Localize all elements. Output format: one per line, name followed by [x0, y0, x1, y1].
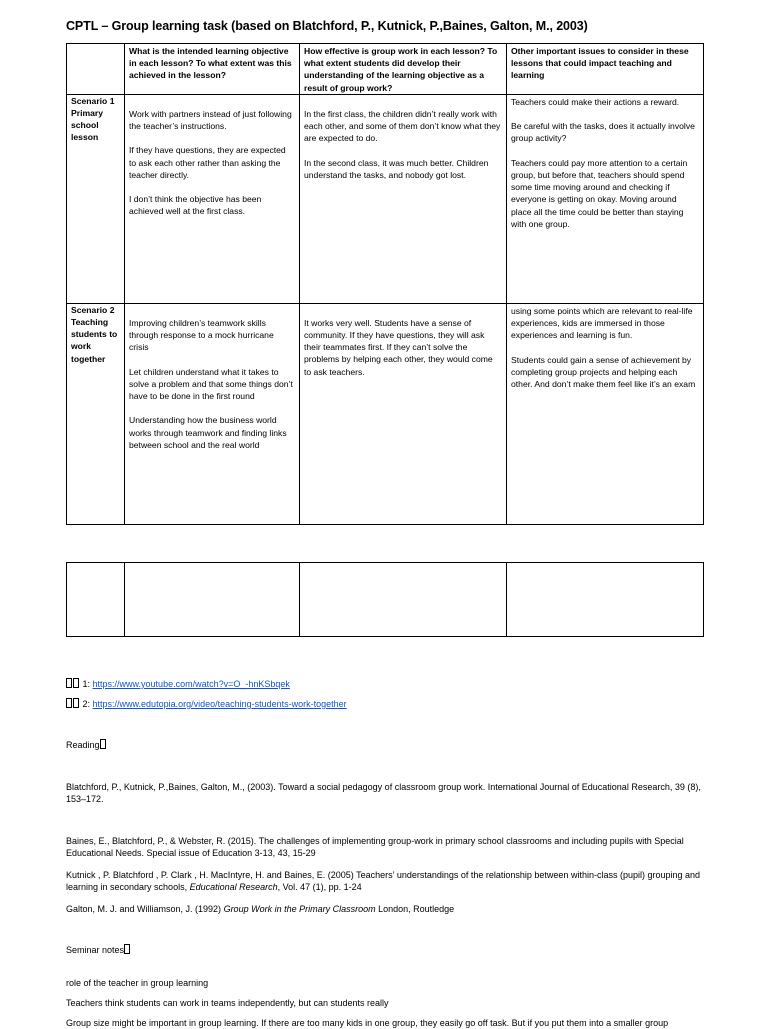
seminar-note: Group size might be important in group learning. If there are too many kids in one group, they easily go off task. But if you put them into a smaller group: [66, 1018, 669, 1028]
reference-1: Blatchford, P., Kutnick, P.,Baines, Galton, M., (2003). Toward a social pedagogy of classroom group work. International Journal of Educational Research, 39 (8), 153–172.: [66, 782, 701, 805]
video-link-1[interactable]: https://www.youtube.com/watch?v=O_-hnKSbqek: [92, 679, 290, 689]
table-row: [67, 94, 704, 303]
video-link-row: [66, 698, 347, 718]
missing-glyph-icon: [73, 698, 79, 708]
seminar-note: role of the teacher in group learning: [66, 978, 209, 988]
missing-glyph-icon: [73, 678, 79, 688]
scenario-1-effectiveness: [300, 94, 507, 303]
reference-3: Kutnick , P. Blatchford , P. Clark , H. MacIntyre, H. and Baines, E. (2005) Teachers’ understandings of the relationship between within-class (pupil) grouping and learning in secondary schools, Educational Research, Vol. 47 (1), pp. 1-24: [66, 870, 701, 893]
video-link-prefix: 2:: [82, 699, 93, 709]
empty-cell: [67, 563, 125, 637]
empty-cell: [300, 563, 507, 637]
cell-paragraph: In the first class, the children didn’t really work with each other, and some of them don’t know what they are expected to do.: [304, 108, 501, 144]
scenario-2-issues: [507, 303, 704, 524]
scenario-1-issues: [507, 94, 704, 303]
video-link-2[interactable]: https://www.edutopia.org/video/teaching-students-work-together: [92, 699, 347, 709]
cell-paragraph: Work with partners instead of just following the teacher’s instructions.: [129, 108, 292, 132]
cell-paragraph: using some points which are relevant to real-life experiences, kids are immersed in those experiences and learning is fun.: [511, 305, 693, 341]
scenario-2-label: Scenario 2 Teaching students to work together: [67, 303, 125, 524]
cell-paragraph: Students could gain a sense of achievement by completing group projects and helping each other. And don’t make them feel like it’s an exam: [511, 354, 696, 390]
missing-glyph-icon: [66, 678, 72, 688]
reference-2: Baines, E., Blatchford, P., & Webster, R. (2015). The challenges of implementing group-work in primary school classrooms and including pupils with Special Educational Needs. Special issue of Education 3-13, 43, 15-29: [66, 836, 684, 859]
table-header-row: [67, 44, 704, 95]
cell-paragraph: If they have questions, they are expected to ask each other rather than asking the teacher directly.: [129, 145, 286, 180]
cell-paragraph: Understanding how the business world works through teamwork and finding links between school and the real world: [129, 415, 287, 450]
seminar-heading: Seminar notes: [66, 944, 706, 956]
scenario-1-label: Scenario 1 Primary school lesson: [67, 94, 125, 303]
cell-paragraph: Teachers could pay more attention to a certain group, but before that, teachers should spend some time moving around and checking if everyone is getting on okay. Moving around place all the time could be better than staying with one group.: [511, 157, 688, 229]
document-title: CPTL – Group learning task (based on Blatchford, P., Kutnick, P.,Baines, Galton, M., 2003): [66, 19, 588, 33]
cell-paragraph: Be careful with the tasks, does it actually involve group activity?: [511, 121, 695, 144]
reading-heading: Reading: [66, 739, 706, 751]
cell-paragraph: Teachers could make their actions a reward.: [511, 96, 680, 107]
scenario-1-objective: [125, 94, 300, 303]
cell-paragraph: It works very well. Students have a sense of community. If they have questions, they will ask their teammates first. If they can’t solve the problems by helping each other, they would come to ask teachers.: [304, 317, 493, 377]
cell-paragraph: In the second class, it was much better. Children understand the tasks, and nobody got lost.: [304, 157, 489, 180]
table-row: [67, 303, 704, 524]
empty-table: [66, 562, 704, 637]
table-row: [67, 563, 704, 637]
cell-paragraph: Let children understand what it takes to solve a problem and that some things don’t have to be done in the first round: [129, 366, 293, 402]
empty-cell: [125, 563, 300, 637]
missing-glyph-icon: [100, 739, 106, 749]
reference-4: Galton, M. J. and Williamson, J. (1992) Group Work in the Primary Classroom London, Routledge: [66, 904, 455, 914]
scenario-2-effectiveness: [300, 303, 507, 524]
header-issues: Other important issues to consider in these lessons that could impact teaching and learning: [507, 44, 704, 95]
missing-glyph-icon: [66, 698, 72, 708]
scenario-table: [66, 43, 704, 525]
cell-paragraph: Improving children’s teamwork skills through response to a mock hurricane crisis: [129, 317, 274, 353]
missing-glyph-icon: [124, 944, 130, 954]
cell-paragraph: I don’t think the objective has been achieved well at the first class.: [129, 194, 262, 217]
header-effectiveness: How effective is group work in each lesson? To what extent students did develop their understanding of the learning objective as a result of group work?: [300, 44, 507, 95]
empty-cell: [507, 563, 704, 637]
video-link-row: [66, 678, 347, 698]
scenario-2-objective: [125, 303, 300, 524]
seminar-note: Teachers think students can work in teams independently, but can students really: [66, 998, 389, 1008]
video-links: [66, 678, 347, 718]
video-link-prefix: 1:: [82, 679, 93, 689]
header-objective: What is the intended learning objective in each lesson? To what extent was this achieved in the lesson?: [125, 44, 300, 95]
header-cell-empty: [67, 44, 125, 95]
